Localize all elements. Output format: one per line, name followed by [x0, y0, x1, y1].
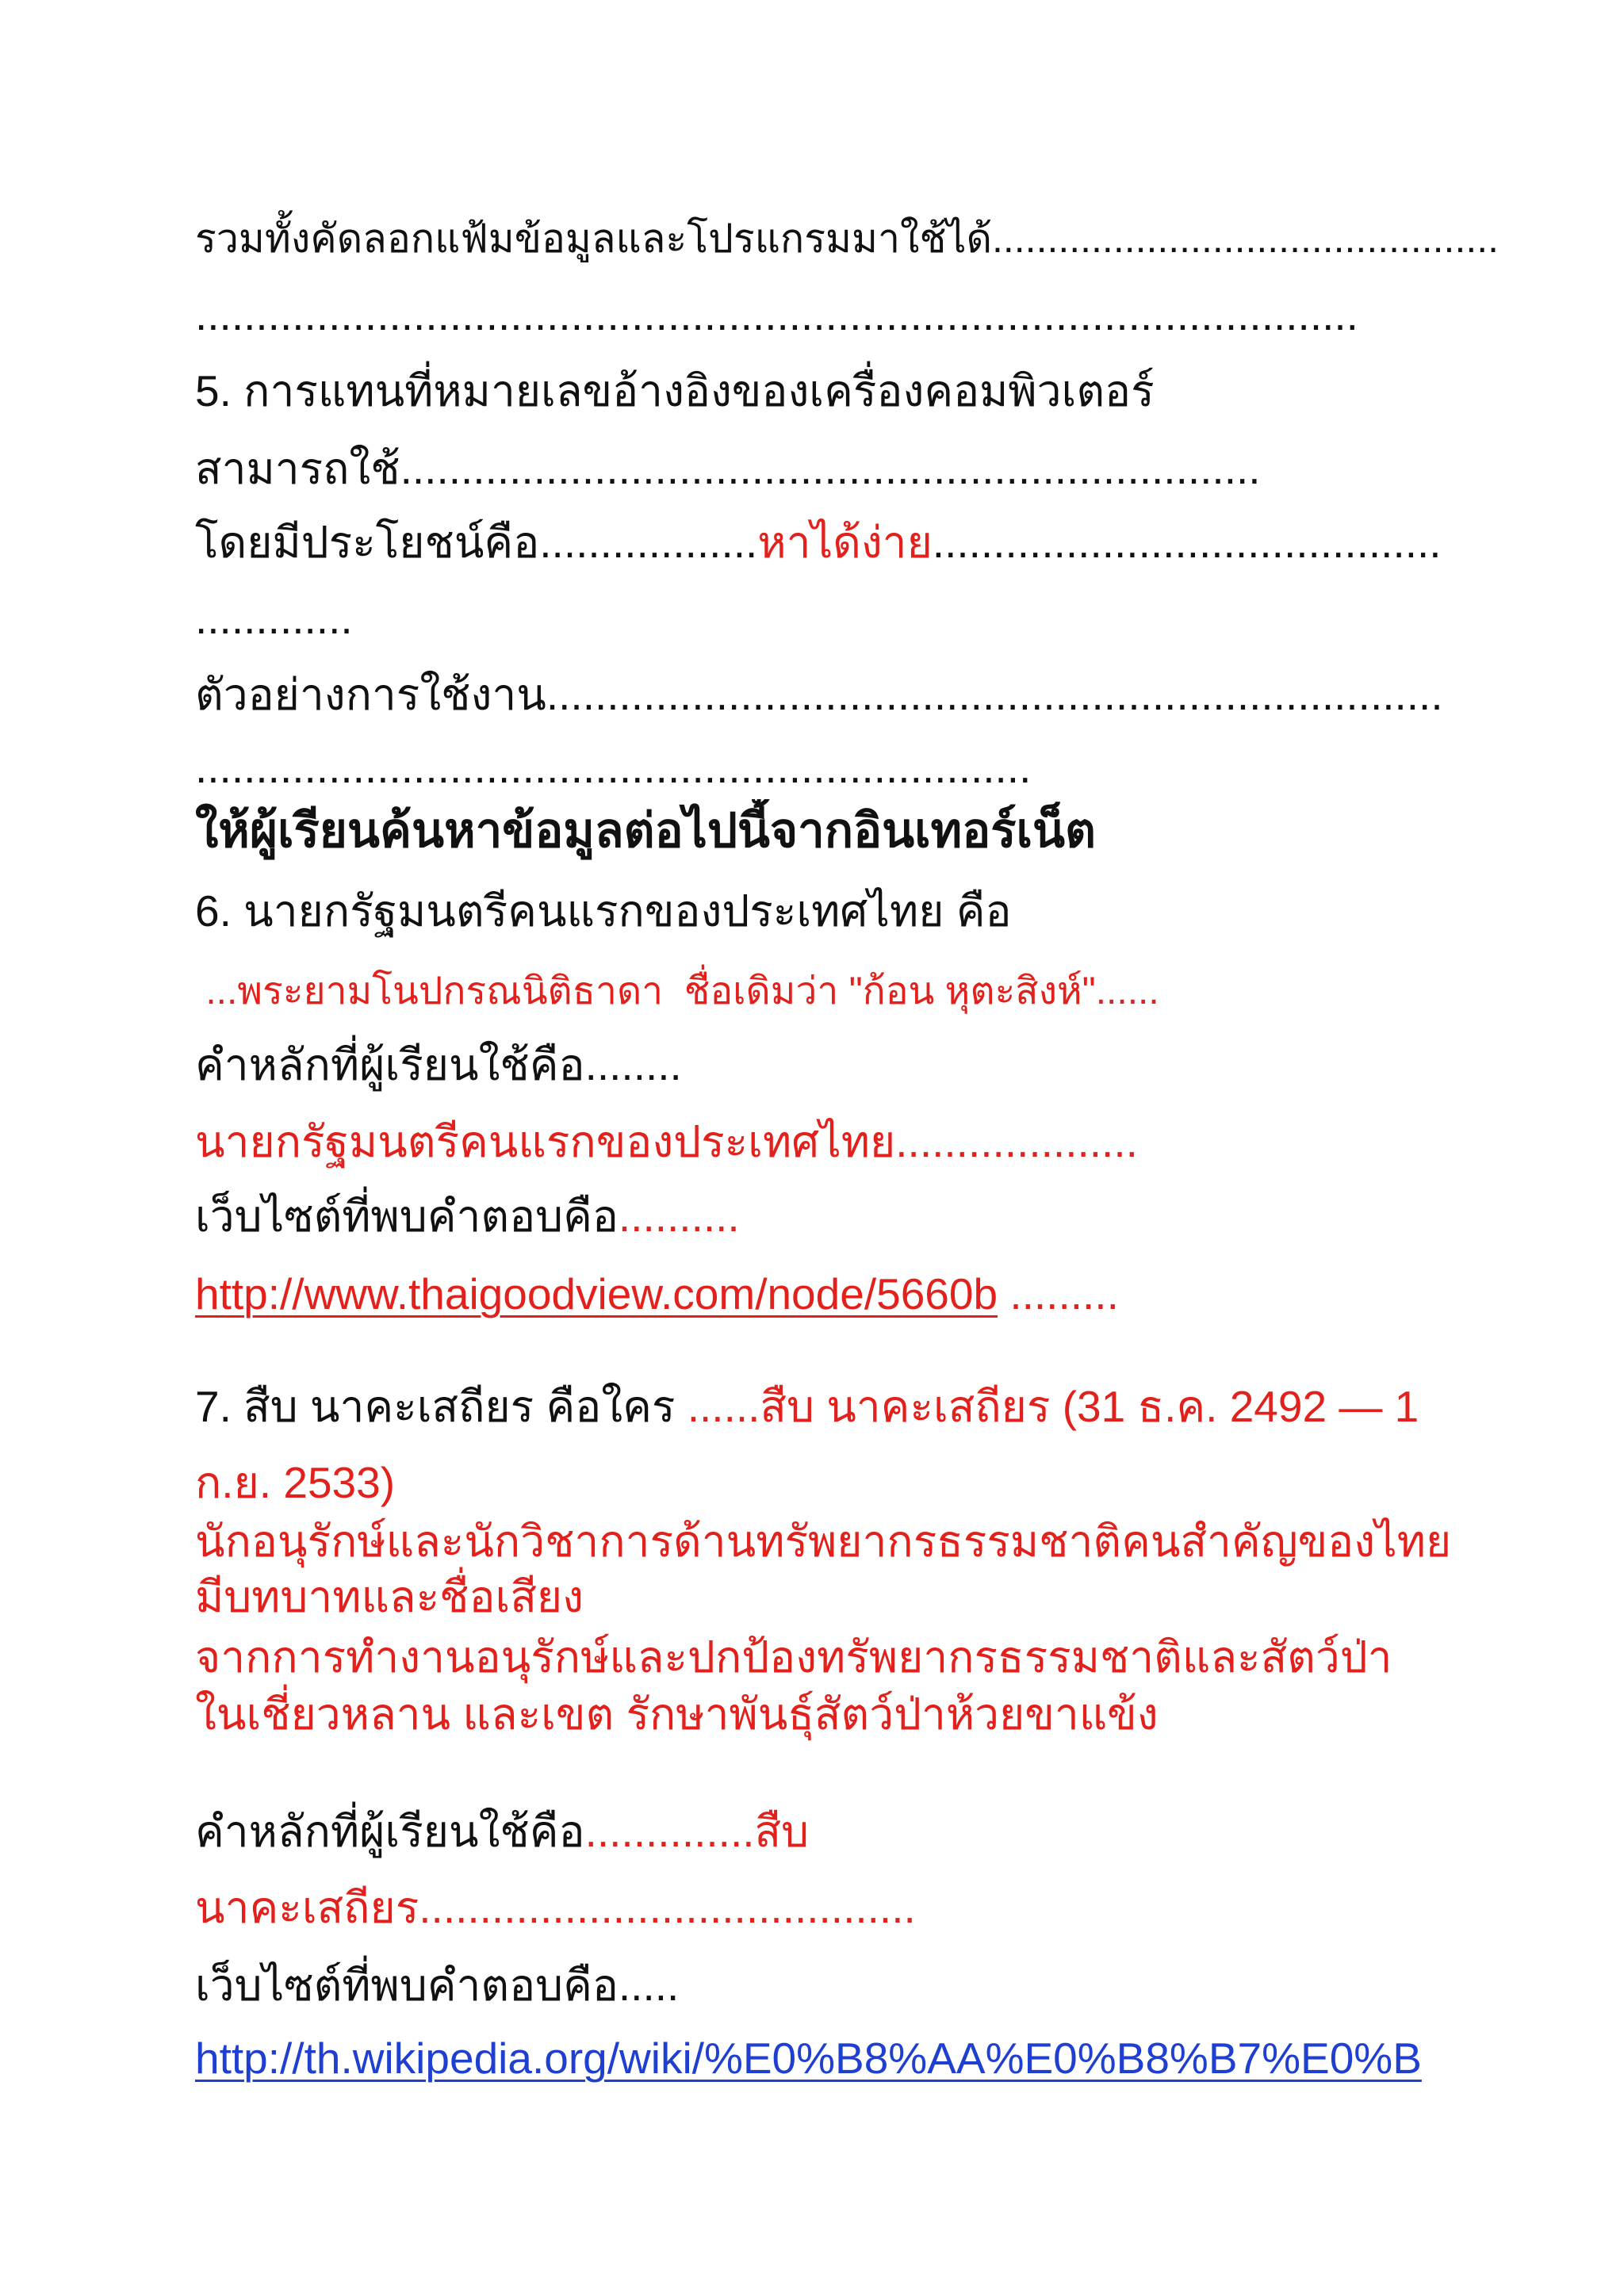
question-7-keyword-label: คำหลักที่ผู้เรียนใช้คือ — [195, 1807, 585, 1856]
question-7-answer-line-1: ......สืบ นาคะเสถียร (31 ธ.ค. 2492 — 1 — [687, 1382, 1419, 1431]
question-6-keyword-label: คำหลักที่ผู้เรียนใช้คือ........ — [195, 1040, 682, 1089]
continued-line-1: รวมทั้งคัดลอกแฟ้มข้อมูลและโปรแกรมมาใช้ได้.............................................. — [195, 216, 1500, 261]
question-7-website-label: เว็บไซต์ที่พบคำตอบคือ..... — [195, 1961, 680, 2010]
question-7-keyword-answer: ..............สืบ — [584, 1807, 810, 1856]
question-7-title: 7. สืบ นาคะเสถียร คือใคร — [195, 1382, 688, 1431]
question-5-example-dots-cont: ..................................................................... — [195, 743, 1032, 792]
question-7-answer-line-4: มีบทบาทและชื่อเสียง — [195, 1572, 584, 1621]
thaigoodview-link[interactable]: http://www.thaigoodview.com/node/5660b — [195, 1269, 998, 1318]
question-5-example-line: ตัวอย่างการใช้งาน.......................................................................... — [195, 670, 1443, 719]
question-7-title-line — [195, 1375, 1591, 1438]
question-7-keyword-line — [195, 1800, 1591, 1863]
benefit-answer: หาได้ง่าย — [757, 518, 933, 567]
website-url-dots: ......... — [998, 1269, 1119, 1318]
continued-line-2: ................................................................................................ — [195, 290, 1358, 339]
benefit-dots: .......................................... — [932, 518, 1442, 567]
question-7-answer-line-3: นักอนุรักษ์และนักวิชาการด้านทรัพยากรธรรมชาติคนสำคัญของไทย — [195, 1517, 1452, 1566]
wikipedia-link[interactable]: http://th.wikipedia.org/wiki/%E0%B8%AA%E0%B8%B7%E0%B — [195, 2034, 1422, 2083]
question-5-benefit-dots-cont: ............. — [195, 594, 353, 643]
question-7-website-url-line — [195, 2026, 1591, 2090]
instruction-heading: ให้ผู้เรียนค้นหาข้อมูลต่อไปนี้จากอินเทอร์เน็ต — [195, 804, 1096, 857]
website-label: เว็บไซต์ที่พบคำตอบคือ — [195, 1192, 619, 1241]
question-7-answer-line-2: ก.ย. 2533) — [195, 1458, 396, 1507]
question-6-website-url-line — [195, 1262, 1591, 1326]
question-7-keyword-answer-cont: นาคะเสถียร......................................... — [195, 1883, 916, 1932]
question-6-website-line — [195, 1184, 1591, 1248]
question-7-answer-line-5: จากการทำงานอนุรักษ์และปกป้องทรัพยากรธรรมชาติและสัตว์ป่า — [195, 1632, 1392, 1682]
question-6-keyword-answer: นายกรัฐมนตรีคนแรกของประเทศไทย.................... — [195, 1117, 1138, 1166]
question-5-title: 5. การแทนที่หมายเลขอ้างอิงของเครื่องคอมพิวเตอร์ — [195, 366, 1155, 415]
question-5-use-line: สามารถใช้....................................................................... — [195, 444, 1261, 493]
question-6-answer: ...พระยามโนปกรณนิติธาดา ชื่อเดิมว่า "ก้อน หุตะสิงห์"...... — [195, 970, 1159, 1012]
question-5-benefit-line — [195, 511, 1591, 574]
benefit-label: โดยมีประโยชน์คือ.................. — [195, 518, 758, 567]
question-7-answer-line-6: ในเชี่ยวหลาน และเขต รักษาพันธุ์สัตว์ป่าห้วยขาแข้ง — [195, 1689, 1159, 1739]
question-6-title: 6. นายกรัฐมนตรีคนแรกของประเทศไทย คือ — [195, 886, 1012, 936]
website-dots: .......... — [618, 1192, 740, 1241]
